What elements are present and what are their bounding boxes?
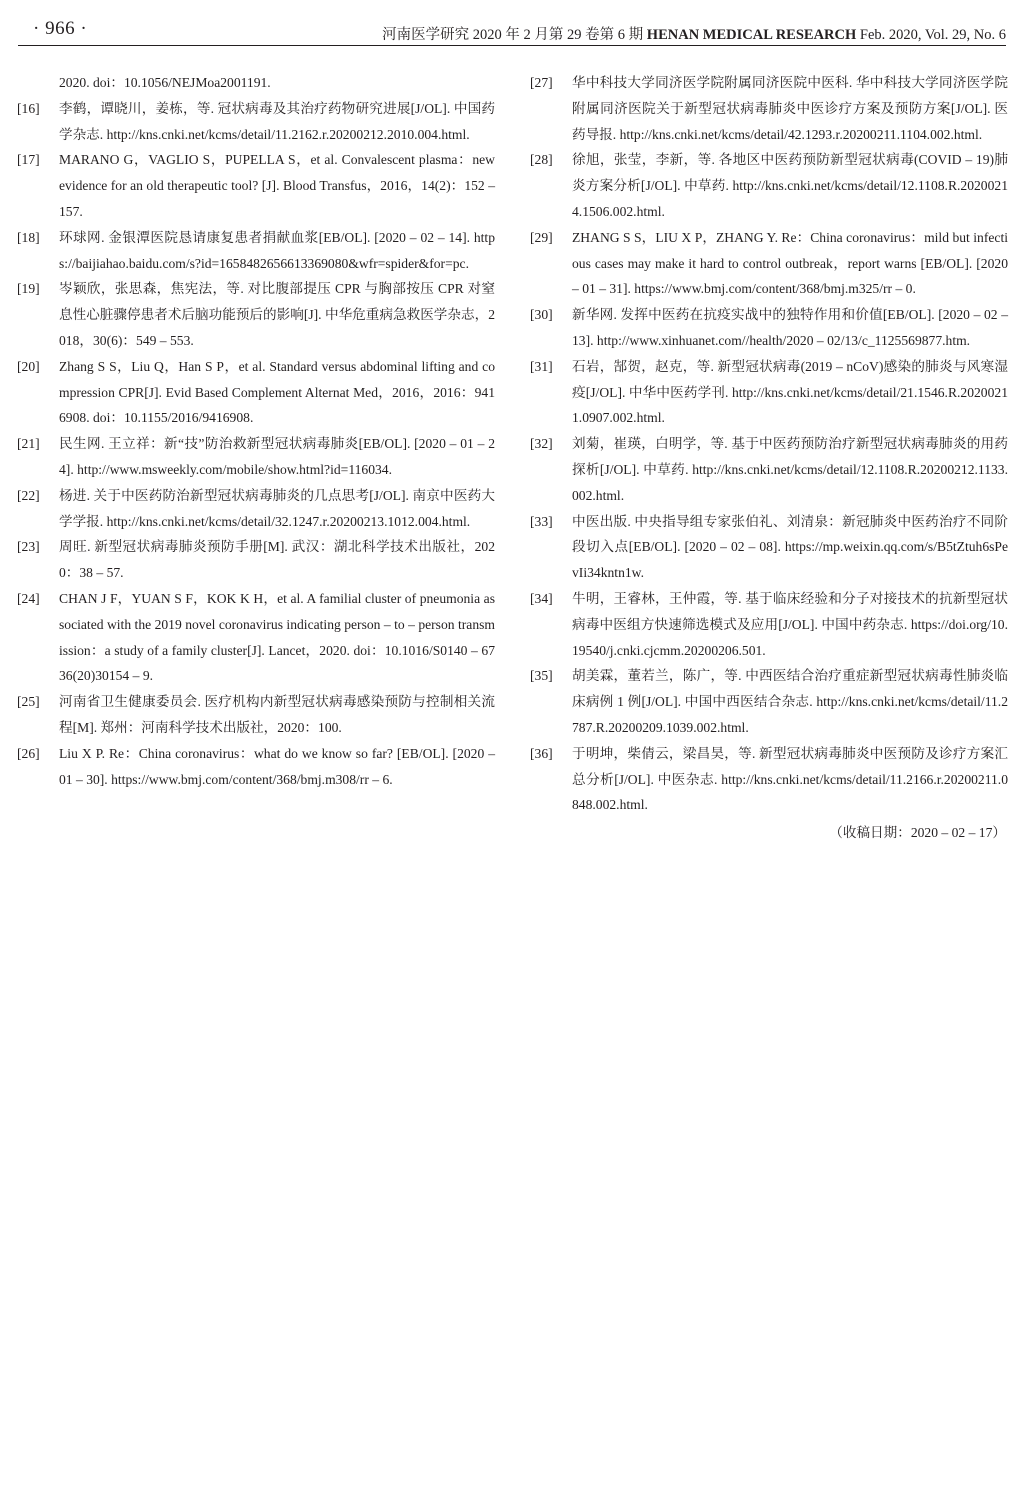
reference-item [17,741,495,793]
reference-text: 岑颖欣，张思森，焦宪法，等. 对比腹部提压 CPR 与胸部按压 CPR 对窒息性心脏骤停患者术后脑功能预后的影响[J]. 中华危重病急救医学杂志，2018，30(6)：549 – 553. [59,281,495,348]
reference-number: [18] [17,229,40,245]
reference-number: [30] [530,307,553,323]
reference-item [17,276,495,353]
reference-number: [33] [530,513,553,529]
reference-text: 石岩，郜贺，赵克，等. 新型冠状病毒(2019 – nCoV)感染的肺炎与风寒湿疫[J/OL]. 中华中医药学刊. http://kns.cnki.net/kcms/detail/21.1546.R.20200211.0907.002.html. [572,358,1008,426]
reference-text: Zhang S S，Liu Q，Han S P，et al. Standard versus abdominal lifting and compression CPR[J]. Evid Based Complement Alternat Med，2016，2016：9416908. doi：10.1155/2016/9416908. [59,358,495,426]
header-divider [18,45,1006,46]
reference-text: 河南省卫生健康委员会. 医疗机构内新型冠状病毒感染预防与控制相关流程[M]. 郑州：河南科学技术出版社，2020：100. [59,694,495,735]
reference-item [530,741,1008,818]
reference-text: 牛明，王睿林，王仲霞，等. 基于临床经验和分子对接技术的抗新型冠状病毒中医组方快速筛选模式及应用[J/OL]. 中国中药杂志. https://doi.org/10.19540/j.cnki.cjcmm.20200206.501. [572,590,1008,658]
reference-item [17,689,495,741]
reference-item [530,225,1008,302]
reference-number: [25] [17,694,40,710]
reference-number: [21] [17,436,40,452]
reference-item [530,147,1008,224]
reference-list-right [530,70,1008,818]
reference-number: [35] [530,668,553,684]
reference-text: 周旺. 新型冠状病毒肺炎预防手册[M]. 武汉：湖北科学技术出版社，2020：38 – 57. [59,539,495,581]
journal-title-en: HENAN MEDICAL RESEARCH [646,27,857,43]
reference-text: 胡美霖，董若兰，陈广，等. 中西医结合治疗重症新型冠状病毒性肺炎临床病例 1 例[J/OL]. 中国中西医结合杂志. http://kns.cnki.net/kcms/detail/11.2787.R.20200209.1039.002.html. [572,668,1008,735]
reference-text: Liu X P. Re：China coronavirus：what do we know so far? [EB/OL]. [2020 – 01 – 30]. https://www.bmj.com/content/368/bmj.m308/rr – 6. [59,745,495,787]
reference-list-left [17,96,495,793]
reference-item [17,483,495,535]
reference-number: [28] [530,152,553,168]
reference-number: [16] [17,100,40,116]
reference-number: [23] [17,539,40,555]
reference-number: [27] [530,75,553,90]
reference-number: [26] [17,745,40,761]
reference-item [530,354,1008,431]
reference-item [530,302,1008,354]
received-date: （收稿日期：2020 – 02 – 17） [829,825,1006,841]
reference-number: [34] [530,590,553,606]
reference-item [17,225,495,277]
reference-text: 徐旭，张莹，李新，等. 各地区中医药预防新型冠状病毒(COVID – 19)肺炎方案分析[J/OL]. 中草药. http://kns.cnki.net/kcms/detail/12.1108.R.20200214.1506.002.html. [572,152,1008,219]
reference-item [530,663,1008,740]
reference-item [17,431,495,483]
page-header [0,14,1024,48]
reference-item [17,96,495,148]
reference-item [530,431,1008,508]
journal-running-head [382,23,1006,44]
reference-text: 中医出版. 中央指导组专家张伯礼、刘清泉：新冠肺炎中医药治疗不同阶段切入点[EB/OL]. [2020 – 02 – 08]. https://mp.weixin.qq.com/s/B5tZtuh6sPevIi34kntn1w. [572,513,1008,581]
reference-number: [17] [17,152,40,168]
continued-reference-text: 2020. doi：10.1056/NEJMoa2001191. [59,75,271,90]
reference-text: 杨进. 关于中医药防治新型冠状病毒肺炎的几点思考[J/OL]. 南京中医药大学学报. http://kns.cnki.net/kcms/detail/32.1247.r.20200213.1012.004.html. [59,487,495,529]
reference-number: [24] [17,590,40,606]
reference-item [530,586,1008,663]
journal-title-cn: 河南医学研究 2020 年 2 月第 29 卷第 6 期 [382,27,644,43]
reference-text: 于明坤，柴倩云，梁昌昊，等. 新型冠状病毒肺炎中医预防及诊疗方案汇总分析[J/OL]. 中医杂志. http://kns.cnki.net/kcms/detail/11.2166.r.20200211.0848.002.html. [572,745,1008,813]
reference-text: 环球网. 金银潭医院恳请康复患者捐献血浆[EB/OL]. [2020 – 02 – 14]. https://baijiahao.baidu.com/s?id=1658482656613369080&wfr=spider&for=pc. [59,229,495,271]
reference-item [530,509,1008,586]
reference-number: [19] [17,281,40,297]
reference-number: [22] [17,487,40,503]
reference-number: [31] [530,358,553,374]
reference-column-left [17,70,495,792]
reference-column-right [530,70,1008,846]
reference-item [17,586,495,689]
reference-number: [32] [530,436,553,452]
reference-item [17,147,495,224]
reference-text: 华中科技大学同济医学院附属同济医院中医科. 华中科技大学同济医学院附属同济医院关于新型冠状病毒肺炎中医诊疗方案及预防方案[J/OL]. 医药导报. http://kns.cnki.net/kcms/detail/42.1293.r.20200211.1104.002.html. [572,75,1008,142]
reference-item [17,534,495,586]
reference-text: ZHANG S S，LIU X P，ZHANG Y. Re：China coronavirus：mild but infectious cases may make it hard to control outbreak，report warns [EB/OL]. [2020 – 01 – 31]. https://www.bmj.com/content/368/bmj.m325/rr – 0. [572,229,1008,297]
reference-text: CHAN J F，YUAN S F，KOK K H，et al. A familial cluster of pneumonia associated with the 2019 novel coronavirus indicating person – to – person transmission：a study of a family cluster[J]. Lancet，2020. doi：10.1016/S0140 – 6736(20)30154 – 9. [59,590,495,684]
reference-item [530,70,1008,147]
reference-text: 民生网. 王立祥：新“技”防治救新型冠状病毒肺炎[EB/OL]. [2020 – 01 – 24]. http://www.msweekly.com/mobile/show.html?id=116034. [59,436,495,477]
page-number: · 966 · [33,18,88,39]
journal-issue-en: Feb. 2020, Vol. 29, No. 6 [859,27,1006,43]
reference-text: 刘菊，崔瑛，白明学，等. 基于中医药预防治疗新型冠状病毒肺炎的用药探析[J/OL]. 中草药. http://kns.cnki.net/kcms/detail/12.1108.R.20200212.1133.002.html. [572,436,1008,503]
reference-number: [20] [17,358,40,374]
reference-text: 李鹤，谭晓川，姜栋，等. 冠状病毒及其治疗药物研究进展[J/OL]. 中国药学杂志. http://kns.cnki.net/kcms/detail/11.2162.r.20200212.2010.004.html. [59,100,495,142]
reference-text: MARANO G，VAGLIO S，PUPELLA S，et al. Convalescent plasma：new evidence for an old therapeutic tool? [J]. Blood Transfus，2016，14(2)：152 – 157. [59,152,495,219]
reference-text: 新华网. 发挥中医药在抗疫实战中的独特作用和价值[EB/OL]. [2020 – 02 – 13]. http://www.xinhuanet.com//health/2020 – 02/13/c_1125569877.htm. [572,307,1008,348]
reference-number: [29] [530,229,553,245]
reference-item [17,354,495,431]
reference-number: [36] [530,745,553,761]
